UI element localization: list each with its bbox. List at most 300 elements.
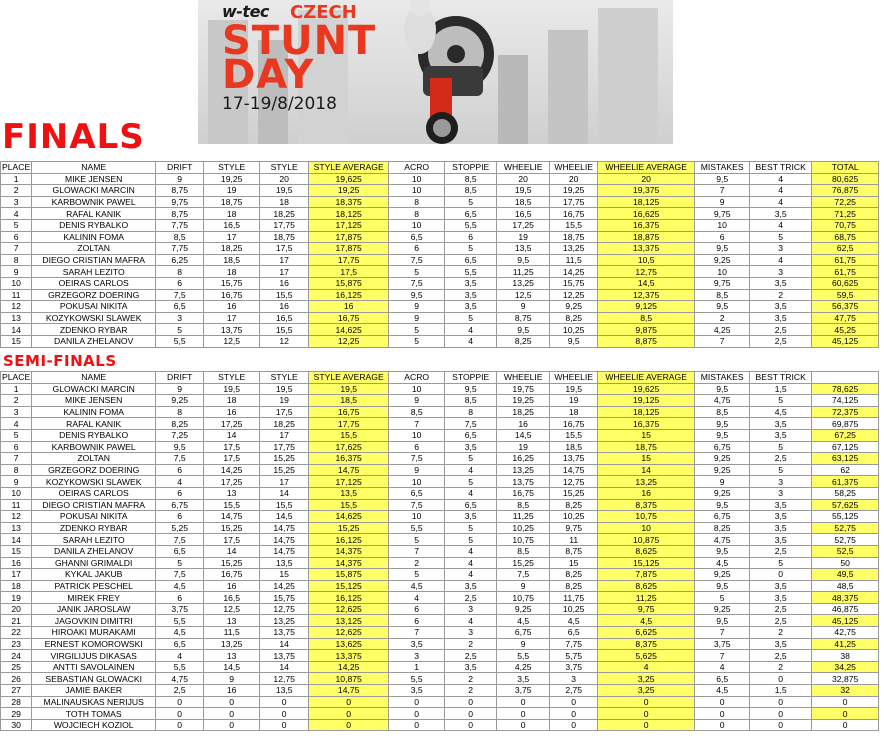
table-row: [1, 638, 879, 650]
table-cell: KALININ FOMA: [32, 406, 156, 418]
finals-table: [0, 161, 879, 348]
table-cell: 7,5: [445, 418, 497, 430]
table-cell: 5: [389, 266, 445, 278]
table-cell: 9,75: [550, 522, 598, 534]
table-cell: GLOWACKI MARCIN: [32, 383, 156, 395]
table-cell: 11,25: [598, 592, 695, 604]
table-cell: 6: [1, 441, 32, 453]
table-cell: 14,5: [260, 511, 309, 523]
table-cell: 14,75: [309, 685, 389, 697]
table-cell: ZOLTAN: [32, 453, 156, 465]
table-cell: 10,5: [598, 254, 695, 266]
table-cell: 9,25: [695, 453, 750, 465]
table-cell: 13,75: [204, 324, 260, 336]
table-cell: 10: [1, 277, 32, 289]
table-cell: 19,5: [309, 383, 389, 395]
column-header: NAME: [32, 372, 156, 384]
table-cell: KARBOWNIK PAWEL: [32, 196, 156, 208]
table-cell: 16,75: [204, 569, 260, 581]
table-cell: 12: [1, 511, 32, 523]
brand-wtec: w-tec: [222, 2, 269, 21]
table-cell: 18: [204, 208, 260, 220]
table-cell: 9,5: [695, 580, 750, 592]
table-cell: JAMIE BAKER: [32, 685, 156, 697]
table-cell: 15: [1, 545, 32, 557]
table-cell: 4: [1, 418, 32, 430]
table-cell: 0: [750, 708, 812, 720]
table-cell: 10: [389, 383, 445, 395]
table-cell: 3,5: [750, 592, 812, 604]
table-cell: 15,25: [204, 557, 260, 569]
table-row: [1, 406, 879, 418]
table-cell: 8,5: [445, 185, 497, 197]
table-cell: 16,25: [497, 453, 550, 465]
table-cell: 5: [445, 476, 497, 488]
table-cell: 45,125: [812, 615, 879, 627]
table-cell: 12,75: [598, 266, 695, 278]
column-header: BEST TRICK: [750, 162, 812, 174]
table-cell: 15,5: [204, 499, 260, 511]
table-cell: SARAH LEZITO: [32, 266, 156, 278]
table-cell: 11,25: [497, 266, 550, 278]
table-cell: 6,5: [156, 638, 204, 650]
table-cell: 5,5: [389, 673, 445, 685]
table-cell: 18,875: [598, 231, 695, 243]
table-cell: 9: [1, 476, 32, 488]
table-cell: KARBOWNIK PAWEL: [32, 441, 156, 453]
table-cell: 2: [1, 185, 32, 197]
table-cell: DANILA ZHELANOV: [32, 545, 156, 557]
table-cell: 0: [750, 696, 812, 708]
table-row: [1, 487, 879, 499]
table-cell: 61,75: [812, 266, 879, 278]
table-cell: 14,5: [204, 661, 260, 673]
table-cell: WOJCIECH KOZIOL: [32, 719, 156, 731]
table-cell: 8,5: [389, 406, 445, 418]
semifinals-heading: SEMI-FINALS: [3, 352, 117, 370]
table-cell: 3,5: [497, 673, 550, 685]
table-cell: 67,25: [812, 429, 879, 441]
table-cell: 5,25: [156, 522, 204, 534]
table-cell: 0: [204, 708, 260, 720]
table-cell: MIKE JENSEN: [32, 173, 156, 185]
table-cell: 5,5: [445, 266, 497, 278]
table-cell: 18: [204, 395, 260, 407]
table-cell: 23: [1, 638, 32, 650]
table-cell: 6: [389, 615, 445, 627]
table-cell: 5: [750, 464, 812, 476]
table-cell: 5: [389, 569, 445, 581]
table-cell: 6,5: [445, 499, 497, 511]
table-cell: 61,75: [812, 254, 879, 266]
table-cell: 17,25: [204, 476, 260, 488]
table-cell: 11,5: [204, 627, 260, 639]
table-cell: 4: [156, 650, 204, 662]
table-cell: 6,5: [695, 673, 750, 685]
table-cell: 10: [389, 219, 445, 231]
table-cell: 14,75: [204, 511, 260, 523]
table-cell: 16,375: [598, 418, 695, 430]
table-cell: 14: [598, 464, 695, 476]
table-cell: 0: [497, 719, 550, 731]
table-cell: 19,5: [550, 383, 598, 395]
table-row: [1, 418, 879, 430]
table-cell: 16,75: [309, 312, 389, 324]
table-cell: 6,625: [598, 627, 695, 639]
table-cell: 19,625: [598, 383, 695, 395]
table-cell: 1,5: [750, 383, 812, 395]
table-cell: 19: [260, 395, 309, 407]
table-cell: 8: [156, 266, 204, 278]
table-cell: OEIRAS CARLOS: [32, 277, 156, 289]
column-header: PLACE: [2, 162, 31, 173]
table-cell: 4: [1, 208, 32, 220]
table-cell: 17: [260, 429, 309, 441]
table-cell: 9,75: [598, 603, 695, 615]
table-cell: 3,5: [750, 522, 812, 534]
table-cell: KOZYKOWSKI SLAWEK: [32, 312, 156, 324]
table-cell: 9,5: [695, 243, 750, 255]
table-cell: 18,25: [497, 406, 550, 418]
table-cell: 14: [260, 661, 309, 673]
table-cell: 0: [550, 719, 598, 731]
table-cell: 17,75: [260, 219, 309, 231]
table-row: [1, 661, 879, 673]
table-cell: 9,25: [695, 603, 750, 615]
table-cell: 7,5: [389, 499, 445, 511]
table-cell: 2: [1, 395, 32, 407]
table-cell: 0: [260, 696, 309, 708]
table-cell: 3: [445, 627, 497, 639]
table-cell: 6: [156, 277, 204, 289]
table-cell: 5: [156, 557, 204, 569]
table-cell: 20: [550, 173, 598, 185]
table-cell: 4: [445, 487, 497, 499]
table-cell: RAFAL KANIK: [32, 208, 156, 220]
table-cell: 12,25: [309, 335, 389, 347]
table-cell: 16: [309, 301, 389, 313]
table-cell: 7: [695, 627, 750, 639]
table-cell: 14,375: [309, 557, 389, 569]
table-cell: 4,5: [695, 557, 750, 569]
table-row: [1, 196, 879, 208]
table-cell: 6,75: [156, 499, 204, 511]
table-cell: 14,625: [309, 511, 389, 523]
table-cell: 10,875: [598, 534, 695, 546]
table-cell: 28: [1, 696, 32, 708]
table-cell: 0: [260, 719, 309, 731]
table-cell: 19,5: [260, 185, 309, 197]
table-cell: 6,5: [389, 487, 445, 499]
table-cell: 0: [156, 696, 204, 708]
table-row: [1, 312, 879, 324]
table-cell: 16,75: [497, 487, 550, 499]
table-cell: 8,5: [497, 545, 550, 557]
table-cell: 13,75: [550, 453, 598, 465]
table-cell: 10: [598, 522, 695, 534]
table-cell: 14: [1, 534, 32, 546]
table-cell: 74,125: [812, 395, 879, 407]
table-cell: 16,125: [309, 592, 389, 604]
table-row: [1, 429, 879, 441]
table-cell: 15,5: [309, 429, 389, 441]
table-cell: 48,375: [812, 592, 879, 604]
table-cell: 10,875: [309, 673, 389, 685]
table-cell: 11,5: [550, 254, 598, 266]
table-cell: 16,125: [309, 534, 389, 546]
table-cell: 17,5: [204, 441, 260, 453]
table-cell: 4: [445, 569, 497, 581]
title-day: DAY: [222, 52, 315, 98]
table-cell: 71,25: [812, 208, 879, 220]
table-cell: 13,25: [204, 638, 260, 650]
column-header: WHEELIE: [550, 162, 598, 174]
table-cell: 67,125: [812, 441, 879, 453]
table-cell: 11: [550, 534, 598, 546]
table-cell: 9: [389, 395, 445, 407]
table-cell: 18,125: [598, 196, 695, 208]
table-cell: 10: [695, 266, 750, 278]
table-cell: 8,875: [598, 335, 695, 347]
table-cell: 3: [750, 476, 812, 488]
table-cell: 15,125: [309, 580, 389, 592]
table-cell: 15,5: [260, 289, 309, 301]
table-row: [1, 464, 879, 476]
semifinals-header-row: [1, 372, 879, 384]
table-cell: 59,5: [812, 289, 879, 301]
table-cell: 3: [550, 673, 598, 685]
table-cell: 0: [812, 696, 879, 708]
table-cell: 72,375: [812, 406, 879, 418]
column-header: STYLE: [260, 372, 309, 384]
table-cell: 4: [445, 557, 497, 569]
table-cell: 16: [260, 277, 309, 289]
table-cell: 4,5: [497, 615, 550, 627]
table-cell: 9,5: [695, 301, 750, 313]
table-cell: 14,25: [260, 580, 309, 592]
table-cell: 12,625: [309, 627, 389, 639]
table-cell: 2: [750, 627, 812, 639]
table-cell: 0: [550, 696, 598, 708]
table-cell: 15,25: [260, 464, 309, 476]
table-cell: 0: [598, 708, 695, 720]
table-cell: 17: [204, 312, 260, 324]
column-header: WHEELIE: [497, 372, 550, 384]
table-cell: 4,5: [550, 615, 598, 627]
table-cell: 5,5: [156, 661, 204, 673]
table-cell: 7,75: [550, 638, 598, 650]
table-row: [1, 453, 879, 465]
table-cell: VIRGILIJUS DIKASAS: [32, 650, 156, 662]
table-cell: 8: [389, 208, 445, 220]
table-cell: 13,75: [260, 650, 309, 662]
table-cell: 12,75: [550, 476, 598, 488]
table-cell: 18,75: [598, 441, 695, 453]
table-cell: TOTH TOMAS: [32, 708, 156, 720]
table-cell: 3: [445, 603, 497, 615]
table-cell: 5: [389, 324, 445, 336]
table-cell: 10,25: [550, 603, 598, 615]
table-cell: 19,25: [550, 185, 598, 197]
table-cell: 18: [1, 580, 32, 592]
table-cell: 13,5: [260, 685, 309, 697]
table-cell: 17,75: [260, 441, 309, 453]
table-cell: 9,75: [156, 196, 204, 208]
table-row: [1, 243, 879, 255]
table-cell: 10,25: [550, 324, 598, 336]
table-cell: 13: [204, 487, 260, 499]
table-cell: 2: [445, 638, 497, 650]
table-cell: 0: [309, 708, 389, 720]
table-cell: 6,5: [550, 627, 598, 639]
table-cell: 4: [750, 219, 812, 231]
table-cell: 14,25: [204, 464, 260, 476]
table-cell: 13: [204, 615, 260, 627]
table-cell: 55,125: [812, 511, 879, 523]
table-cell: 17: [204, 231, 260, 243]
table-cell: 63,125: [812, 453, 879, 465]
table-cell: 68,75: [812, 231, 879, 243]
table-cell: 13: [204, 650, 260, 662]
table-cell: 7: [389, 627, 445, 639]
table-cell: 9,75: [695, 277, 750, 289]
table-cell: 4: [695, 661, 750, 673]
table-cell: 18,125: [598, 406, 695, 418]
table-cell: 8,25: [695, 522, 750, 534]
table-cell: 7,75: [156, 219, 204, 231]
table-cell: 5,5: [445, 219, 497, 231]
table-cell: SEBASTIAN GLOWACKI: [32, 673, 156, 685]
table-cell: 4,5: [156, 627, 204, 639]
table-cell: 32,875: [812, 673, 879, 685]
table-cell: 5: [445, 453, 497, 465]
table-row: [1, 685, 879, 697]
table-cell: 7,25: [156, 429, 204, 441]
table-cell: 3: [750, 266, 812, 278]
table-cell: 10: [389, 429, 445, 441]
column-header: WHEELIE: [550, 372, 598, 384]
table-row: [1, 289, 879, 301]
table-cell: 1: [389, 661, 445, 673]
table-row: [1, 696, 879, 708]
table-row: [1, 592, 879, 604]
table-cell: 3: [1, 406, 32, 418]
table-cell: 4,5: [695, 685, 750, 697]
table-cell: 15,5: [550, 219, 598, 231]
table-cell: 20: [497, 173, 550, 185]
table-cell: 13,125: [309, 615, 389, 627]
table-cell: 14: [260, 487, 309, 499]
table-cell: 4: [750, 196, 812, 208]
table-row: [1, 719, 879, 731]
table-cell: 9,25: [695, 569, 750, 581]
table-cell: 15,25: [260, 453, 309, 465]
table-cell: ANTTI SAVOLAINEN: [32, 661, 156, 673]
column-header: ACRO: [389, 162, 445, 174]
table-cell: 6: [1, 231, 32, 243]
table-cell: 0: [497, 696, 550, 708]
table-cell: GLOWACKI MARCIN: [32, 185, 156, 197]
table-cell: 16: [260, 301, 309, 313]
table-cell: 47,75: [812, 312, 879, 324]
table-cell: 5: [750, 557, 812, 569]
table-cell: 14: [204, 545, 260, 557]
table-cell: GRZEGORZ DOERING: [32, 289, 156, 301]
table-cell: 26: [1, 673, 32, 685]
table-cell: 5,75: [550, 650, 598, 662]
table-row: [1, 603, 879, 615]
table-cell: 9,5: [695, 615, 750, 627]
table-cell: 9,25: [695, 487, 750, 499]
table-cell: 2,5: [156, 685, 204, 697]
table-cell: KALININ FOMA: [32, 231, 156, 243]
table-cell: 16: [204, 301, 260, 313]
table-cell: MIREK FREY: [32, 592, 156, 604]
table-cell: 15,75: [260, 592, 309, 604]
table-cell: 69,875: [812, 418, 879, 430]
table-cell: 6,5: [445, 208, 497, 220]
table-cell: 14,5: [497, 429, 550, 441]
finals-heading: FINALS: [2, 117, 145, 157]
table-cell: 4: [445, 335, 497, 347]
table-row: [1, 185, 879, 197]
table-cell: DENIS RYBALKO: [32, 429, 156, 441]
table-cell: 9,25: [695, 464, 750, 476]
table-cell: 6: [156, 511, 204, 523]
table-cell: 3,5: [750, 638, 812, 650]
table-cell: 46,875: [812, 603, 879, 615]
table-cell: 18,25: [260, 418, 309, 430]
table-cell: 2,5: [750, 335, 812, 347]
table-cell: 17: [1, 569, 32, 581]
table-cell: 8,25: [550, 499, 598, 511]
table-cell: 8,75: [497, 312, 550, 324]
table-cell: 18: [260, 196, 309, 208]
table-cell: 5: [156, 324, 204, 336]
table-cell: 19,5: [204, 383, 260, 395]
table-cell: 8,25: [156, 418, 204, 430]
table-cell: 7,5: [497, 569, 550, 581]
table-cell: DIEGO CRISTIAN MAFRA: [32, 254, 156, 266]
column-header: WHEELIE: [497, 162, 550, 174]
table-cell: 4,5: [156, 580, 204, 592]
table-cell: 19: [204, 185, 260, 197]
table-cell: 14: [1, 324, 32, 336]
table-cell: 17,25: [204, 418, 260, 430]
table-cell: 4,75: [695, 534, 750, 546]
table-cell: 72,25: [812, 196, 879, 208]
table-cell: 3,5: [445, 301, 497, 313]
table-row: [1, 708, 879, 720]
table-row: [1, 627, 879, 639]
table-cell: 9,25: [156, 395, 204, 407]
table-row: [1, 522, 879, 534]
table-cell: 0: [750, 569, 812, 581]
table-cell: 3,5: [750, 208, 812, 220]
table-cell: 0: [695, 719, 750, 731]
table-cell: 9: [695, 196, 750, 208]
table-cell: 2: [750, 289, 812, 301]
table-cell: 0: [309, 696, 389, 708]
table-cell: 16,75: [309, 406, 389, 418]
table-cell: 0: [389, 696, 445, 708]
table-cell: 12,5: [204, 603, 260, 615]
table-cell: 17,875: [309, 243, 389, 255]
table-cell: 18,5: [204, 254, 260, 266]
table-cell: 57,625: [812, 499, 879, 511]
table-cell: 17,25: [497, 219, 550, 231]
table-cell: 18,25: [260, 208, 309, 220]
